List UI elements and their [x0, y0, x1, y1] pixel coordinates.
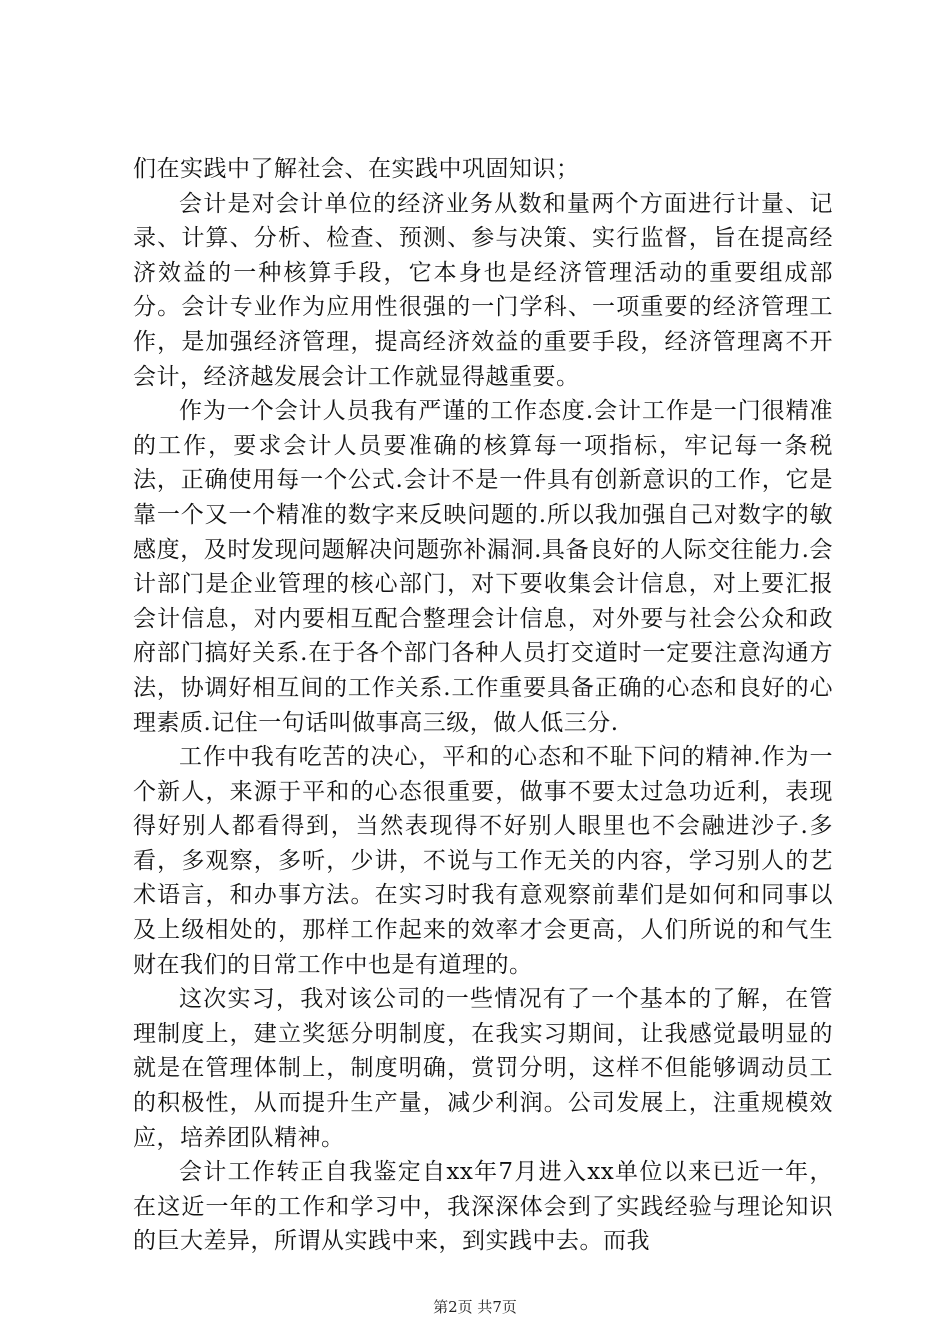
- paragraph-1: 们在实践中了解社会、在实践中巩固知识；: [133, 156, 580, 182]
- document-body: [133, 152, 833, 1259]
- page-number-footer: 第2页 共7页: [433, 1298, 517, 1316]
- paragraph-2: 会计是对会计单位的经济业务从数和量两个方面进行计量、记录、计算、分析、检查、预测、参与决策、实行监督，旨在提高经济效益的一种核算手段，它本身也是经济管理活动的重要组成部分。会计专业作为应用性很强的一门学科、一项重要的经济管理工作，是加强经济管理，提高经济效益的重要手段，经济管理离不开会计，经济越发展会计工作就显得越重要。: [133, 190, 833, 390]
- paragraph-6: 会计工作转正自我鉴定自xx年7月进入xx单位以来已近一年，在这近一年的工作和学习中，我深深体会到了实践经验与理论知识的巨大差异，所谓从实践中来，到实践中去。而我: [133, 1159, 833, 1255]
- paragraph-4: 工作中我有吃苦的决心，平和的心态和不耻下问的精神.作为一个新人，来源于平和的心态很重要，做事不要太过急功近利，表现得好别人都看得到，当然表现得不好别人眼里也不会融进沙子.多看，多观察，多听，少讲，不说与工作无关的内容，学习别人的艺术语言，和办事方法。在实习时我有意观察前辈们是如何和同事以及上级相处的，那样工作起来的效率才会更高，人们所说的和气生财在我们的日常工作中也是有道理的。: [133, 744, 833, 978]
- paragraph-3: 作为一个会计人员我有严谨的工作态度.会计工作是一门很精准的工作，要求会计人员要准确的核算每一项指标，牢记每一条税法，正确使用每一个公式.会计不是一件具有创新意识的工作，它是靠一个又一个精准的数字来反映问题的.所以我加强自己对数字的敏感度，及时发现问题解决问题弥补漏洞.具备良好的人际交往能力.会计部门是企业管理的核心部门，对下要收集会计信息，对上要汇报会计信息，对内要相互配合整理会计信息，对外要与社会公众和政府部门搞好关系.在于各个部门各种人员打交道时一定要注意沟通方法，协调好相互间的工作关系.工作重要具备正确的心态和良好的心理素质.记住一句话叫做事高三级，做人低三分.: [133, 398, 833, 736]
- paragraph-5: 这次实习，我对该公司的一些情况有了一个基本的了解，在管理制度上，建立奖惩分明制度，在我实习期间，让我感觉最明显的就是在管理体制上，制度明确，赏罚分明，这样不但能够调动员工的积极性，从而提升生产量，减少利润。公司发展上，注重规模效应，培养团队精神。: [133, 986, 833, 1151]
